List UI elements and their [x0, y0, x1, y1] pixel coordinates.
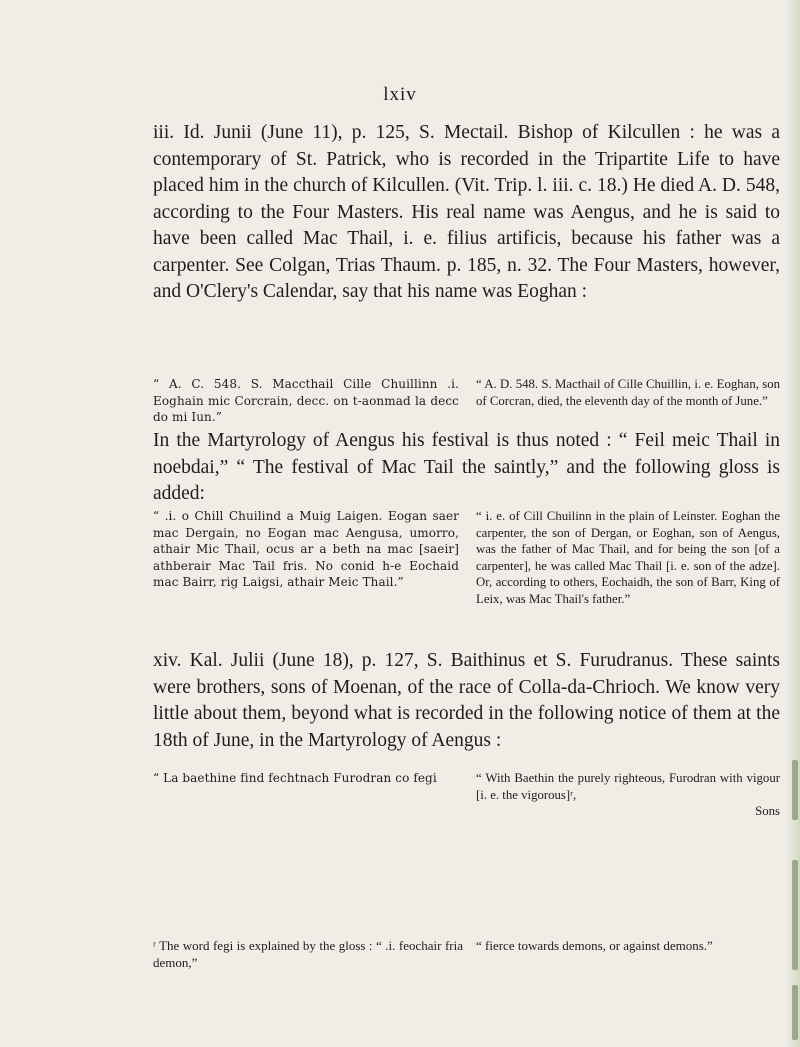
page-edge-mark — [792, 860, 798, 970]
footnote-right: “ fierce towards demons, or against demons.” — [476, 938, 713, 953]
page-edge-mark — [792, 760, 798, 820]
gloss-english — [476, 508, 780, 607]
quote-english-four-masters — [476, 376, 780, 409]
verse-english — [476, 770, 780, 820]
paragraph-baithinus — [153, 648, 780, 754]
paragraph-mectail — [153, 120, 780, 306]
paragraph-text: iii. Id. Junii (June 11), p. 125, S. Mectail. Bishop of Kilcullen : he was a contemporary of St. Patrick, who is recorded in the Tripartite Life to have placed him in the church of Kilcullen. (Vit. Trip. l. iii. c. 18.) He died A. D. 548, according to the Four Masters. His real name was Aengus, and he is said to have been called Mac Thail, i. e. filius artificis, because his father was a carpenter. See Colgan, Trias Thaum. p. 185, n. 32. The Four Masters, however, and O'Clery's Calendar, say that his name was Eoghan : — [153, 122, 780, 302]
quote-irish-four-masters — [153, 376, 459, 426]
paragraph-text: In the Martyrology of Aengus his festival is thus noted : “ Feil meic Thail in noebdai,” “ The festival of Mac Tail the saintly,” and the following gloss is added: — [153, 430, 780, 504]
footnote-left: ʳ The word fegi is explained by the gloss : “ .i. feochair fria demon,” — [153, 938, 463, 970]
page-number: lxiv — [383, 84, 417, 105]
quote-text-irish: “ A. C. 548. S. Maccthail Cille Chuillinn .i. Eoghain mic Corcrain, decc. on t-aonmad la decc do mi Iun.” — [153, 377, 459, 424]
page-edge-mark — [792, 985, 798, 1040]
paragraph-text: xiv. Kal. Julii (June 18), p. 127, S. Baithinus et S. Furudranus. These saints were brothers, sons of Moenan, of the race of Colla-da-Chrioch. We know very little about them, beyond what is recorded in the following notice of them at the 18th of June, in the Martyrology of Aengus : — [153, 650, 780, 751]
gloss-text-irish: “ .i. o Chill Chuilind a Muig Laigen. Eogan saer mac Dergain, no Eogan mac Aengusa, umorro, athair Mic Thail, ocus ar a beth na mac [saeir] athberair Mac Tail fris. No conid h-e Eochaid mac Bairr, rig Laigsi, athair Meic Thail.” — [153, 509, 459, 589]
verse-text-english: “ With Baethin the purely righteous, Furodran with vigour [i. e. the vigorous]ʳ, — [476, 771, 780, 802]
catchword: Sons — [755, 804, 780, 818]
paragraph-martyrology — [153, 428, 780, 508]
quote-text-english: “ A. D. 548. S. Macthail of Cille Chuillin, i. e. Eoghan, son of Corcran, died, the eleventh day of the month of June.” — [476, 377, 780, 408]
verse-text-irish: “ La baethine find fechtnach Furodran co fegi — [153, 771, 437, 785]
gloss-text-english: “ i. e. of Cill Chuilinn in the plain of Leinster. Eoghan the carpenter, the son of Dergan, or Eoghan, son of Aengus, was the father of Mac Thail, and for being the son [of a carpenter], he was called Mac Thail [i. e. son of the adze]. Or, according to others, Eochaidh, the son of Barr, King of Leix, was Mac Thail's father.” — [476, 509, 780, 606]
verse-irish — [153, 770, 459, 787]
gloss-irish — [153, 508, 459, 591]
